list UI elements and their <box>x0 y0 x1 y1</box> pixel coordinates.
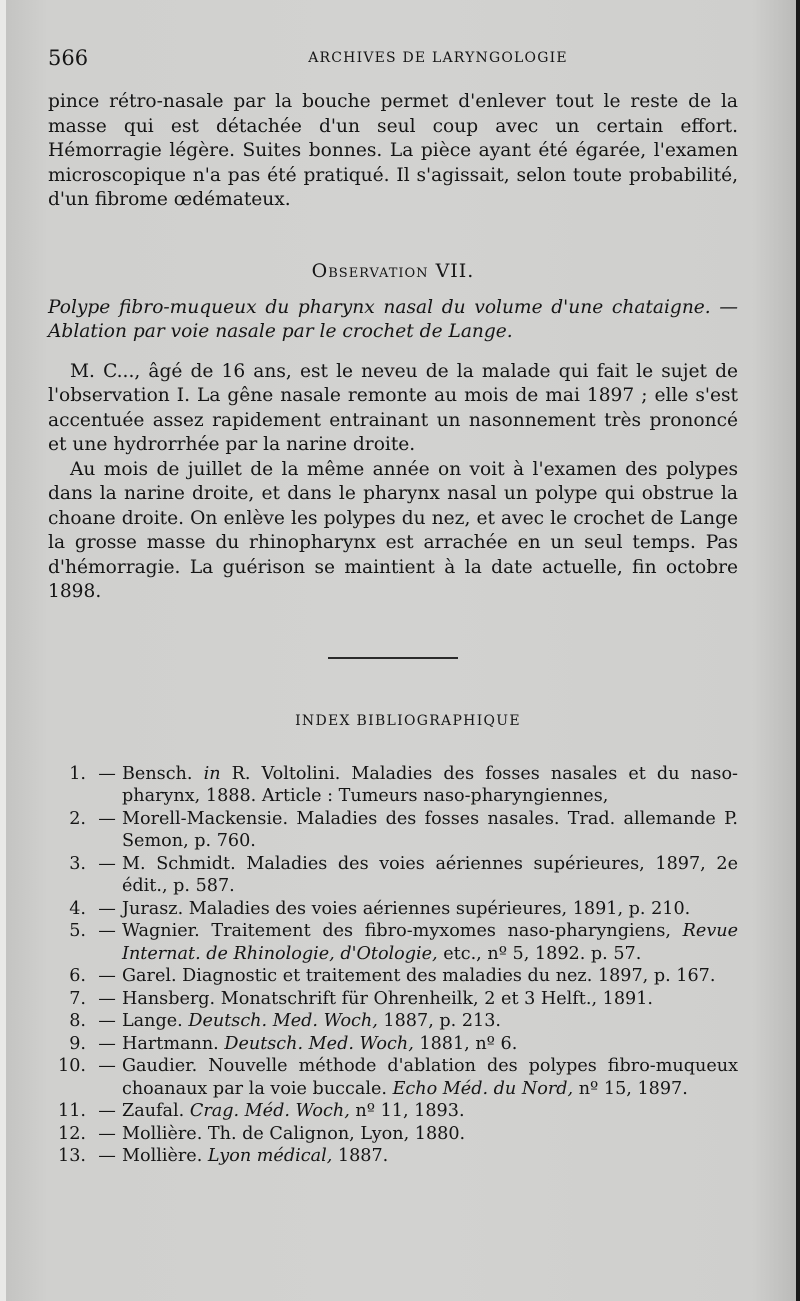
bibliography-entry <box>48 965 738 988</box>
bibliography-entry <box>48 1033 738 1056</box>
entry-number: 10. <box>58 1056 86 1076</box>
page-edge-left <box>0 0 6 1301</box>
observation-summary: Polype fibro-muqueux du pharynx nasal du volume d'une chataigne. — Ablation par voie nasale par le crochet de Lange. <box>48 296 738 342</box>
entry-dash: — <box>98 853 116 874</box>
page-header <box>48 46 738 76</box>
entry-text: Hartmann. Deutsch. Med. Woch, 1881, nº 6. <box>122 1033 518 1054</box>
entry-dash: — <box>98 1146 116 1166</box>
entry-text: Lange. Deutsch. Med. Woch, 1887, p. 213. <box>122 1011 502 1031</box>
bibliography-entry <box>48 898 738 921</box>
bibliography-entry <box>48 1123 738 1146</box>
page-edge-right <box>796 0 800 1301</box>
observation-title: Observation VII. <box>311 259 475 282</box>
entry-text: Gaudier. Nouvelle méthode d'ablation des polypes fibro-muqueux choanaux par la voie buccale. Echo Méd. du Nord, nº 15, 1897. <box>122 1056 738 1099</box>
bibliography-entry <box>48 1100 738 1123</box>
entry-dash: — <box>98 1123 116 1144</box>
bibliography-entry <box>48 853 738 898</box>
section-divider <box>328 657 458 659</box>
observation-paragraph-2: Au mois de juillet de la même année on voit à l'examen des polypes dans la narine droite, et dans le pharynx nasal un polype qui obstrue la choane droite. On enlève les polypes du nez, et avec le crochet de Lange la grosse masse du rhinopharynx est arrachée en un seul temps. Pas d'hémorragie. La guérison se maintient à la date actuelle, fin octobre 1898. <box>48 458 738 602</box>
observation-body <box>48 360 738 605</box>
entry-number: 13. <box>58 1146 86 1166</box>
entry-number: 12. <box>58 1123 86 1144</box>
entry-dash: — <box>98 921 116 941</box>
entry-number: 7. <box>69 988 86 1009</box>
entry-number: 4. <box>69 898 86 919</box>
entry-number: 6. <box>69 966 86 986</box>
bibliography-entry <box>48 1010 738 1033</box>
entry-text: Jurasz. Maladies des voies aériennes supérieures, 1891, p. 210. <box>122 898 691 919</box>
bibliography-entry <box>48 1055 738 1100</box>
bibliography-entry <box>48 808 738 853</box>
bibliography-entry <box>48 920 738 965</box>
bibliography-list <box>48 763 738 1168</box>
entry-dash: — <box>98 898 116 919</box>
entry-number: 11. <box>58 1101 86 1121</box>
entry-dash: — <box>98 808 116 829</box>
entry-number: 5. <box>69 921 86 941</box>
entry-text: Morell-Mackensie. Maladies des fosses nasales. Trad. allemande P. Semon, p. 760. <box>122 808 738 851</box>
entry-text: Zaufal. Crag. Méd. Woch, nº 11, 1893. <box>122 1101 465 1121</box>
entry-dash: — <box>98 1011 116 1031</box>
entry-number: 3. <box>69 853 86 874</box>
entry-number: 9. <box>69 1033 86 1054</box>
entry-text: Hansberg. Monatschrift für Ohrenheilk, 2 et 3 Helft., 1891. <box>122 988 653 1009</box>
page-number: 566 <box>48 46 89 70</box>
index-title: INDEX BIBLIOGRAPHIQUE <box>295 712 521 729</box>
entry-text: Mollière. Lyon médical, 1887. <box>122 1146 389 1166</box>
entry-number: 2. <box>69 808 86 829</box>
running-title: ARCHIVES DE LARYNGOLOGIE <box>308 50 568 66</box>
entry-text: Garel. Diagnostic et traitement des maladies du nez. 1897, p. 167. <box>122 966 716 986</box>
entry-text: Wagnier. Traitement des fibro-myxomes naso-pharyngiens, Revue Internat. de Rhinologie, d'Otologie, etc., nº 5, 1892. p. 57. <box>122 921 738 964</box>
page-body <box>48 90 738 1168</box>
entry-number: 1. <box>69 763 86 784</box>
entry-dash: — <box>98 1033 116 1054</box>
entry-dash: — <box>98 1101 116 1121</box>
opening-paragraph: pince rétro-nasale par la bouche permet d'enlever tout le reste de la masse qui est détachée d'un seul coup avec un certain effort. Hémorragie légère. Suites bonnes. La pièce ayant été égarée, l'examen microscopique n'a pas été pratiqué. Il s'agissait, selon toute probabilité, d'un fibrome œdémateux. <box>48 91 738 210</box>
entry-dash: — <box>98 966 116 986</box>
bibliography-entry <box>48 1145 738 1168</box>
observation-paragraph-1: M. C..., âgé de 16 ans, est le neveu de la malade qui fait le sujet de l'observation I. La gêne nasale remonte au mois de mai 1897 ; elle s'est accentuée assez rapidement entrainant un nasonnement très prononcé et une hydrorrhée par la narine droite. <box>48 360 738 455</box>
entry-dash: — <box>98 763 116 784</box>
entry-dash: — <box>98 1056 116 1076</box>
entry-number: 8. <box>69 1011 86 1031</box>
bibliography-entry <box>48 988 738 1011</box>
bibliography-entry <box>48 763 738 808</box>
entry-text: Bensch. in R. Voltolini. Maladies des fosses nasales et du naso-pharynx, 1888. Article : Tumeurs naso-pharyngiennes, <box>122 763 738 806</box>
entry-dash: — <box>98 988 116 1009</box>
entry-text: M. Schmidt. Maladies des voies aériennes supérieures, 1897, 2e édit., p. 587. <box>122 853 738 896</box>
entry-text: Mollière. Th. de Calignon, Lyon, 1880. <box>122 1123 466 1144</box>
